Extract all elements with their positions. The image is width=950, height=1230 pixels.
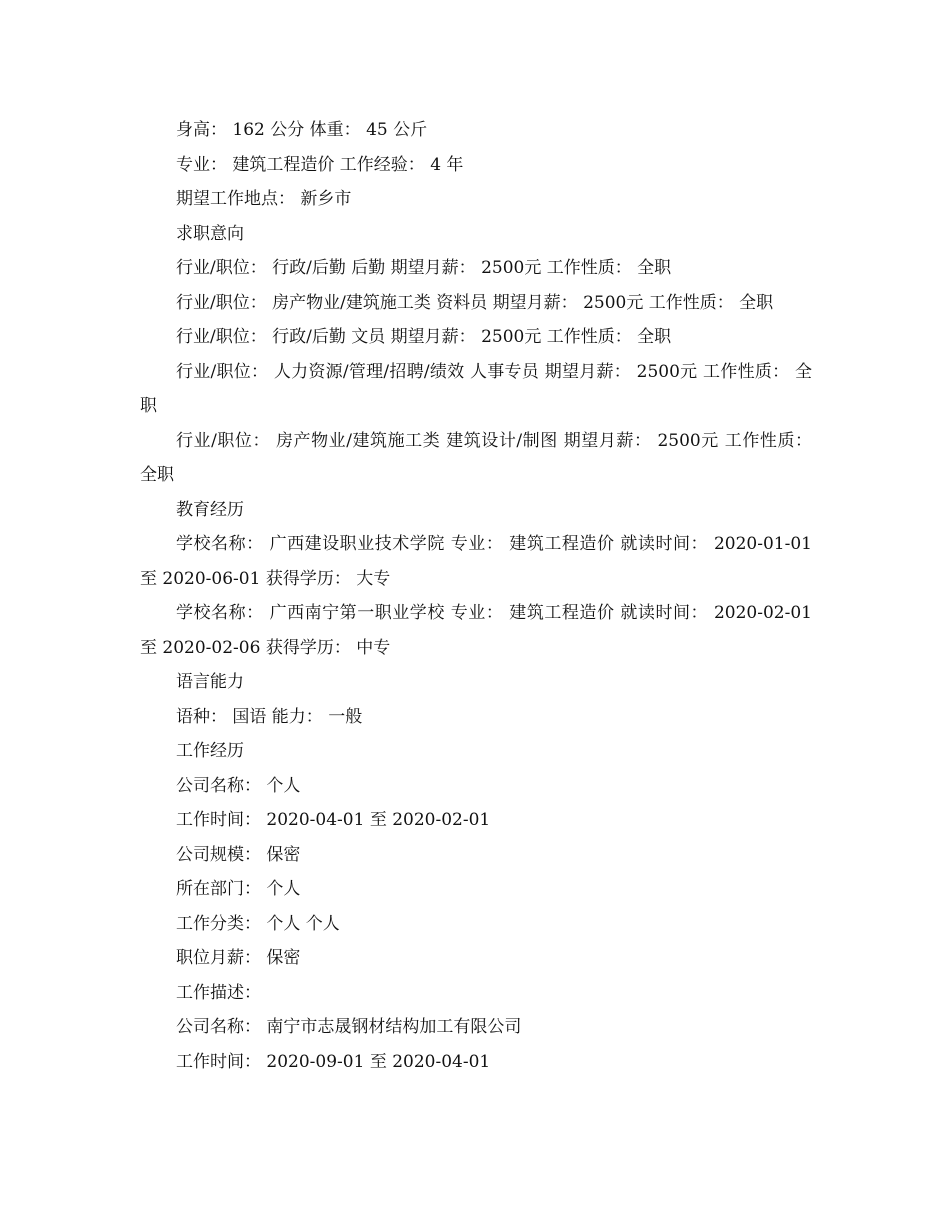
section-heading-education: 教育经历 — [176, 499, 244, 520]
job-intention-item-1: 行业/职位： 行政/后勤 后勤 期望月薪： 2500元 工作性质： 全职 — [176, 258, 672, 278]
education-item-2: 学校名称： 广西南宁第一职业学校 专业： 建筑工程造价 就读时间： 2020-02-01 至 2020-02-06 获得学历： 中专 — [140, 603, 812, 658]
language-item: 语种： 国语 能力： 一般 — [176, 706, 363, 727]
work-category-1: 工作分类： 个人 个人 — [176, 913, 340, 934]
work-description-1: 工作描述： — [176, 982, 261, 1003]
job-intention-item-2: 行业/职位： 房产物业/建筑施工类 资料员 期望月薪： 2500元 工作性质： 全职 — [176, 292, 774, 313]
major-experience-line: 专业： 建筑工程造价 工作经验： 4 年 — [176, 154, 464, 175]
education-item-1: 学校名称： 广西建设职业技术学院 专业： 建筑工程造价 就读时间： 2020-01-01 至 2020-06-01 获得学历： 大专 — [140, 534, 812, 589]
work-department-1: 所在部门： 个人 — [176, 879, 301, 899]
work-time-2: 工作时间： 2020-09-01 至 2020-04-01 — [176, 1051, 491, 1072]
section-heading-language: 语言能力 — [176, 672, 244, 692]
resume-page — [140, 113, 812, 1079]
desired-location-line: 期望工作地点： 新乡市 — [176, 189, 352, 209]
work-company-name-2: 公司名称： 南宁市志晟钢材结构加工有限公司 — [176, 1017, 522, 1037]
work-company-size-1: 公司规模： 保密 — [176, 844, 301, 865]
height-weight-line: 身高： 162 公分 体重： 45 公斤 — [176, 120, 428, 140]
section-heading-job-intention: 求职意向 — [176, 223, 244, 244]
job-intention-item-3: 行业/职位： 行政/后勤 文员 期望月薪： 2500元 工作性质： 全职 — [176, 327, 672, 347]
job-intention-item-5: 行业/职位： 房产物业/建筑施工类 建筑设计/制图 期望月薪： 2500元 工作性质： 全职 — [140, 430, 812, 485]
section-heading-work-experience: 工作经历 — [176, 741, 244, 761]
work-salary-1: 职位月薪： 保密 — [176, 948, 301, 968]
work-time-1: 工作时间： 2020-04-01 至 2020-02-01 — [176, 810, 491, 830]
work-company-name-1: 公司名称： 个人 — [176, 775, 301, 796]
job-intention-item-4: 行业/职位： 人力资源/管理/招聘/绩效 人事专员 期望月薪： 2500元 工作性质： 全职 — [140, 361, 812, 416]
